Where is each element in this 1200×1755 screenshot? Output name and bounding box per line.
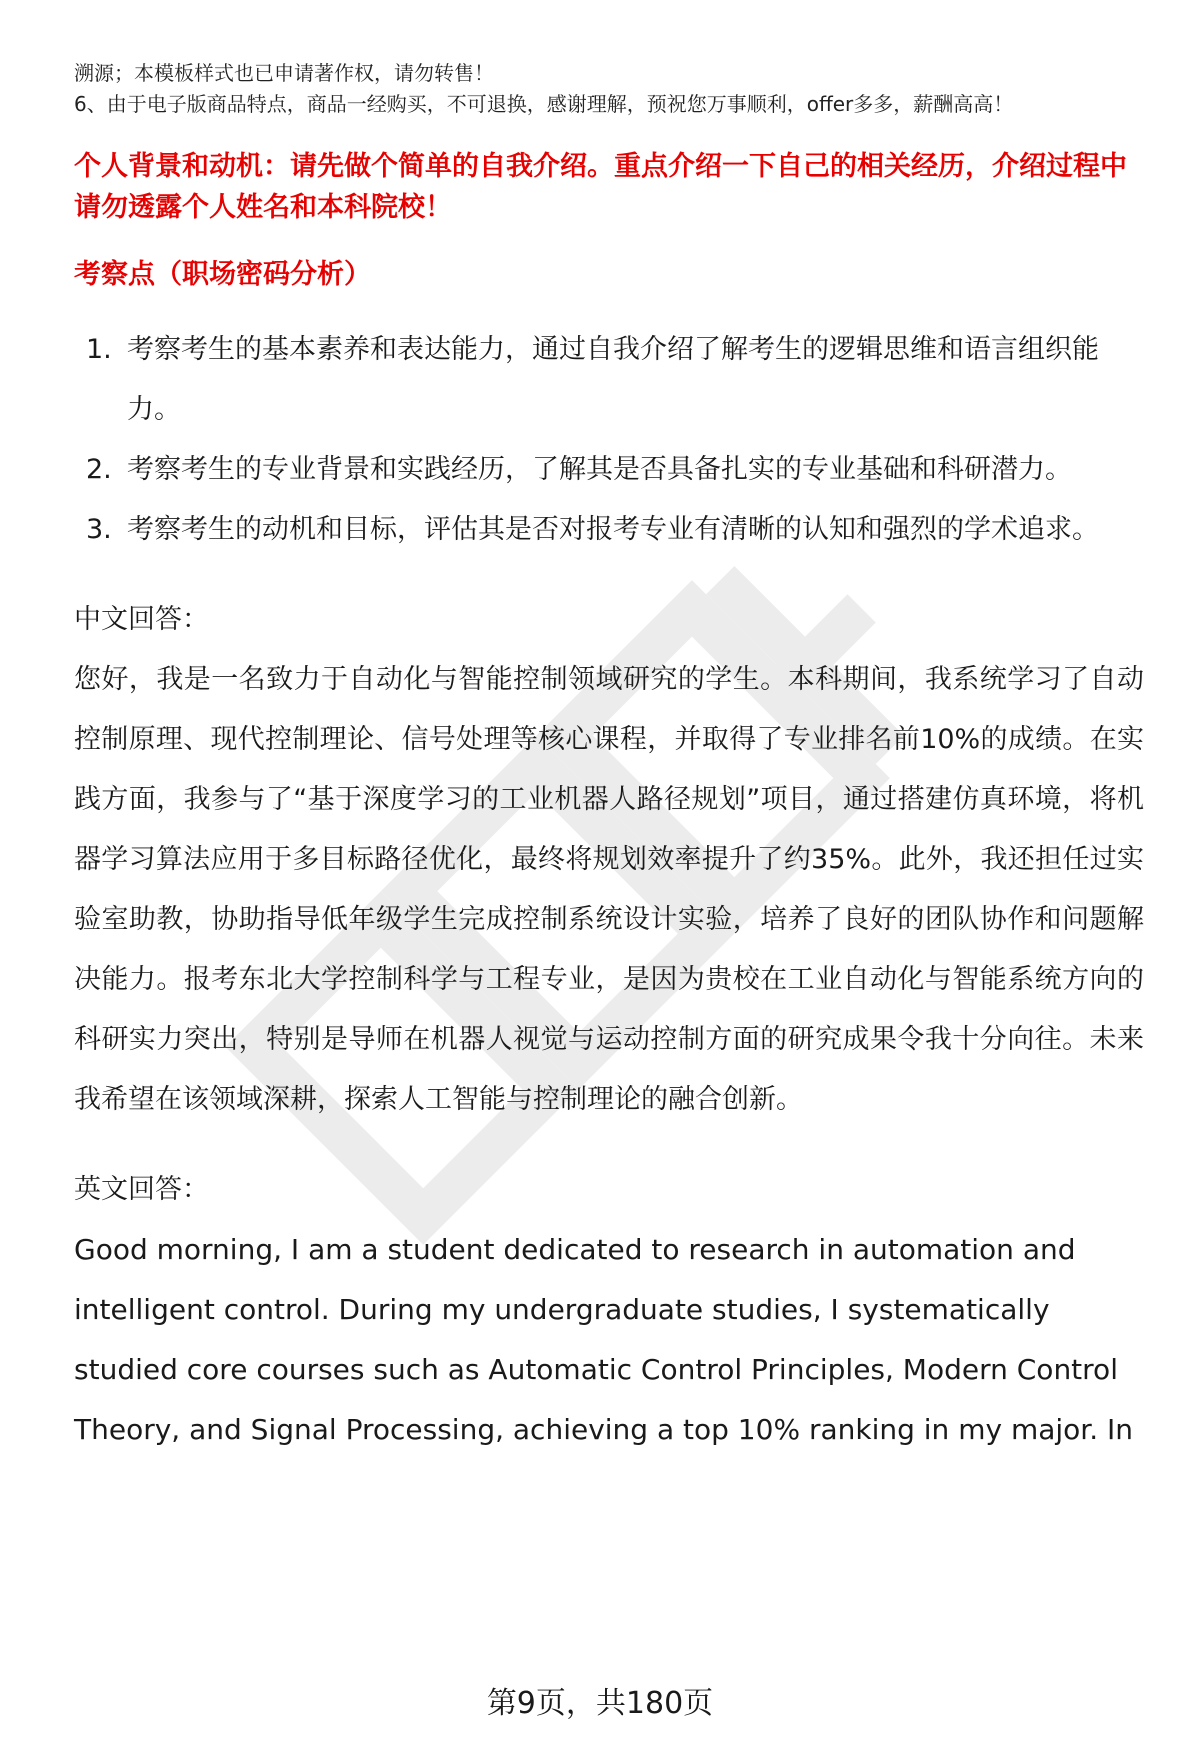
question-title: 个人背景和动机：请先做个简单的自我介绍。重点介绍一下自己的相关经历，介绍过程中请勿透露个人姓名和本科院校！ <box>74 151 1127 223</box>
english-answer-label: 英文回答： <box>74 1174 209 1205</box>
list-item <box>74 500 1144 560</box>
list-text: 考察考生的专业背景和实践经历，了解其是否具备扎实的专业基础和科研潜力。 <box>127 454 1072 485</box>
list-number: 1. <box>86 334 112 365</box>
chinese-answer-label: 中文回答： <box>74 604 209 635</box>
list-text: 考察考生的动机和目标，评估其是否对报考专业有清晰的认知和强烈的学术追求。 <box>127 514 1099 545</box>
assessment-points <box>74 320 1144 560</box>
document-page <box>74 58 1144 1460</box>
notice-line-2: 6、由于电子版商品特点，商品一经购买，不可退换，感谢理解，预祝您万事顺利，offer多多，薪酬高高！ <box>74 92 1014 116</box>
list-number: 2. <box>86 454 112 485</box>
list-item <box>74 320 1144 440</box>
assessment-title: 考察点（职场密码分析） <box>74 259 371 290</box>
page-number: 第9页，共180页 <box>486 1686 714 1721</box>
notice-line-1: 溯源；本模板样式也已申请著作权，请勿转售！ <box>74 61 494 85</box>
list-text: 考察考生的基本素养和表达能力，通过自我介绍了解考生的逻辑思维和语言组织能力。 <box>127 334 1099 425</box>
list-number: 3. <box>86 514 112 545</box>
chinese-answer-text: 您好，我是一名致力于自动化与智能控制领域研究的学生。本科期间，我系统学习了自动控制原理、现代控制理论、信号处理等核心课程，并取得了专业排名前10%的成绩。在实践方面，我参与了“基于深度学习的工业机器人路径规划”项目，通过搭建仿真环境，将机器学习算法应用于多目标路径优化，最终将规划效率提升了约35%。此外，我还担任过实验室助教，协助指导低年级学生完成控制系统设计实验，培养了良好的团队协作和问题解决能力。报考东北大学控制科学与工程专业，是因为贵校在工业自动化与智能系统方向的科研实力突出，特别是导师在机器人视觉与运动控制方面的研究成果令我十分向往。未来我希望在该领域深耕，探索人工智能与控制理论的融合创新。 <box>74 664 1144 1115</box>
english-answer-text: Good morning, I am a student dedicated to research in automation and intelligent control. During my undergraduate studies, I systematically studied core courses such as Automatic Control Principles, Modern Control Theory, and Signal Processing, achieving a top 10% ranking in my major. In <box>74 1233 1134 1446</box>
list-item <box>74 440 1144 500</box>
